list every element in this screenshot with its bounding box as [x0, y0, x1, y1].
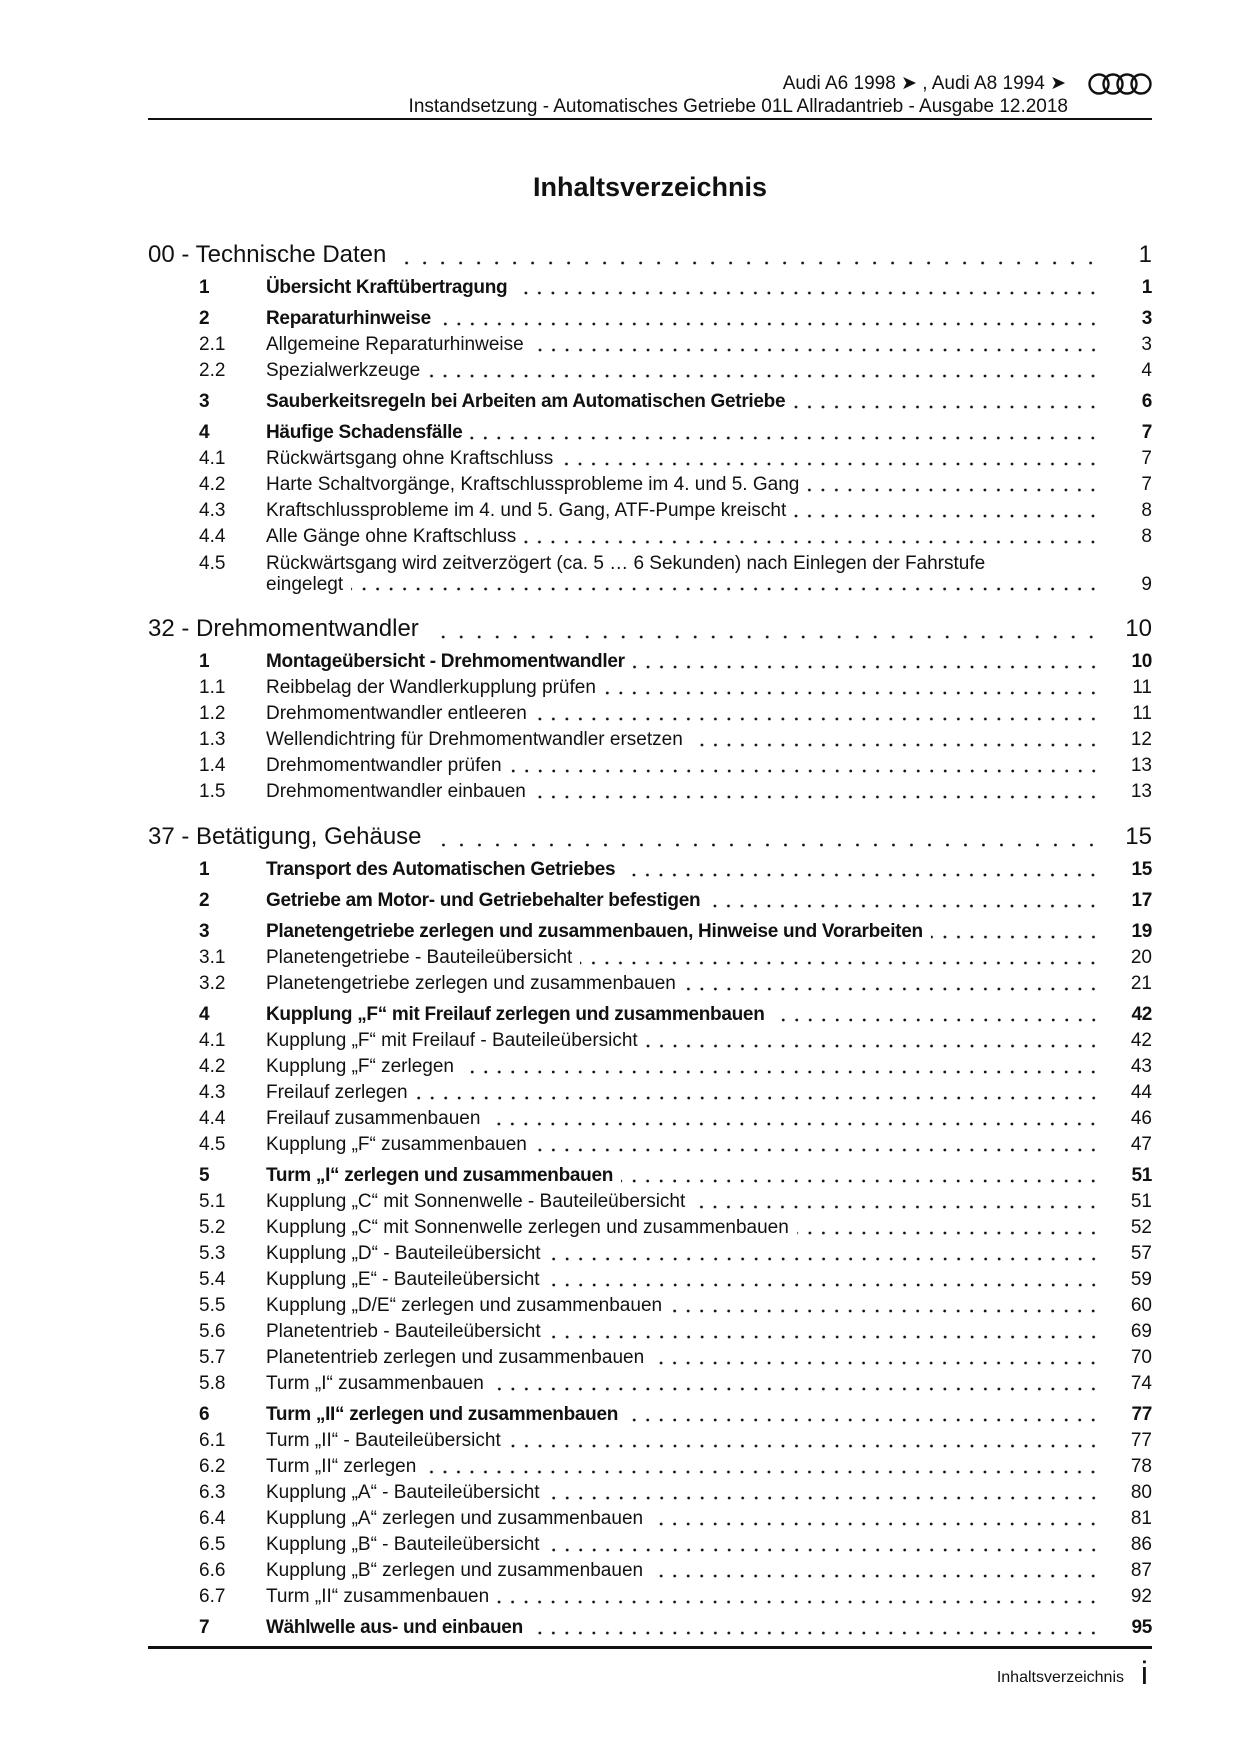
entry-number: 6.5	[199, 1534, 226, 1555]
toc-entry[interactable]	[148, 857, 1152, 883]
entry-title: Turm „II“ zerlegen	[266, 1456, 417, 1477]
dot-leader	[430, 822, 1104, 852]
toc-entry[interactable]	[148, 1267, 1152, 1293]
toc-entry[interactable]	[148, 1584, 1152, 1610]
toc-entry[interactable]	[148, 1189, 1152, 1215]
table-of-contents	[148, 240, 1152, 1641]
toc-entry[interactable]	[148, 446, 1152, 472]
entry-page-number[interactable]: 52	[1130, 1217, 1152, 1238]
entry-page-number[interactable]: 60	[1130, 1295, 1152, 1316]
entry-page-number[interactable]: 7	[1141, 474, 1152, 495]
entry-number: 6.1	[199, 1430, 226, 1451]
entry-page-number[interactable]: 4	[1141, 360, 1152, 381]
entry-page-number[interactable]: 59	[1130, 1269, 1152, 1290]
footer-label: Inhaltsverzeichnis	[996, 1669, 1124, 1686]
entry-title: Kupplung „D/E“ zerlegen und zusammenbauen	[266, 1295, 663, 1316]
entry-title: Kupplung „A“ - Bauteileübersicht	[266, 1482, 540, 1503]
entry-number: 4.2	[199, 474, 226, 495]
dot-leader	[549, 1319, 1104, 1345]
toc-entry[interactable]	[148, 971, 1152, 997]
entry-title-wrap	[266, 553, 1104, 595]
dot-leader	[531, 1615, 1104, 1641]
dot-leader	[651, 1506, 1104, 1532]
entry-page-number[interactable]: 15	[1131, 859, 1152, 880]
entry-page-number[interactable]: 6	[1141, 391, 1152, 412]
dot-leader	[416, 1080, 1104, 1106]
dot-leader	[488, 1106, 1104, 1132]
entry-number: 6.4	[199, 1508, 226, 1529]
entry-page-number[interactable]: 21	[1130, 973, 1152, 994]
page-footer	[148, 1646, 1152, 1691]
dot-leader	[580, 945, 1104, 971]
entry-page-number[interactable]: 42	[1131, 1004, 1152, 1025]
toc-entry[interactable]	[148, 727, 1152, 753]
dot-leader	[524, 524, 1104, 550]
entry-page-number[interactable]: 70	[1130, 1347, 1152, 1368]
toc-chapter[interactable]	[148, 240, 1152, 270]
entry-number: 1.4	[199, 755, 226, 776]
dot-leader	[623, 857, 1104, 883]
dot-leader	[534, 779, 1104, 805]
entry-number: 3	[199, 391, 210, 412]
entry-title: Planetengetriebe zerlegen und zusammenbauen, Hinweise und Vorarbeiten	[266, 921, 923, 942]
entry-title: Planetentrieb zerlegen und zusammenbauen	[266, 1347, 645, 1368]
entry-number: 4.4	[199, 1108, 226, 1129]
dot-leader	[931, 919, 1104, 945]
entry-number: 1.5	[199, 781, 226, 802]
dot-leader	[561, 446, 1104, 472]
toc-entry[interactable]	[148, 1480, 1152, 1506]
dot-leader	[428, 358, 1104, 384]
toc-entry[interactable]	[148, 1163, 1152, 1189]
entry-page-number[interactable]: 15	[1125, 823, 1152, 850]
entry-page-number[interactable]: 95	[1131, 1617, 1152, 1638]
entry-number: 4.3	[199, 1082, 226, 1103]
entry-number: 2	[199, 890, 210, 911]
dot-leader	[793, 389, 1104, 415]
entry-title: Drehmomentwandler prüfen	[266, 755, 502, 776]
entry-number: 2.1	[199, 334, 226, 355]
dot-leader	[510, 753, 1104, 779]
entry-title: Häufige Schadensfälle	[266, 422, 463, 443]
entry-number: 4.4	[199, 526, 226, 547]
entry-number: 2	[199, 308, 210, 329]
entry-page-number[interactable]: 9	[1141, 573, 1152, 595]
toc-entry[interactable]	[148, 358, 1152, 384]
entry-page-number[interactable]: 69	[1130, 1321, 1152, 1342]
footer-page-number: i	[1140, 1655, 1148, 1691]
entry-title: Planetengetriebe zerlegen und zusammenbauen	[266, 973, 676, 994]
entry-page-number[interactable]: 8	[1141, 526, 1152, 547]
page-header	[148, 68, 1152, 120]
entry-title: Kupplung „C“ mit Sonnenwelle - Bauteileübersicht	[266, 1191, 686, 1212]
entry-title: Rückwärtsgang wird zeitverzögert (ca. 5 … 6 Sekunden) nach Einlegen der Fahrstufe	[266, 552, 986, 574]
entry-number: 5.5	[199, 1295, 226, 1316]
entry-page-number[interactable]: 13	[1130, 755, 1152, 776]
toc-entry[interactable]	[148, 753, 1152, 779]
entry-page-number[interactable]: 20	[1130, 947, 1152, 968]
dot-leader	[807, 472, 1104, 498]
entry-number: 1.2	[199, 703, 226, 724]
entry-page-number[interactable]: 92	[1130, 1586, 1152, 1607]
toc-entry[interactable]	[148, 1028, 1152, 1054]
entry-page-number[interactable]: 78	[1130, 1456, 1152, 1477]
entry-number: 4.1	[199, 448, 226, 469]
entry-title: Kupplung „E“ - Bauteileübersicht	[266, 1269, 540, 1290]
entry-page-number[interactable]: 3	[1141, 308, 1152, 329]
dot-leader	[651, 1558, 1104, 1584]
entry-page-number[interactable]: 1	[1138, 241, 1152, 268]
entry-number: 7	[199, 1617, 210, 1638]
dot-leader	[470, 420, 1104, 446]
dot-leader	[427, 614, 1104, 644]
dot-leader	[462, 1054, 1104, 1080]
toc-entry[interactable]	[148, 332, 1152, 358]
entry-number: 5.3	[199, 1243, 226, 1264]
entry-title: Freilauf zerlegen	[266, 1082, 408, 1103]
dot-leader	[439, 306, 1104, 332]
entry-title: Kupplung „D“ - Bauteileübersicht	[266, 1243, 541, 1264]
toc-entry[interactable]	[148, 675, 1152, 701]
toc-entry[interactable]	[148, 649, 1152, 675]
dot-leader	[646, 1028, 1104, 1054]
dot-leader	[532, 332, 1104, 358]
dot-leader	[652, 1345, 1104, 1371]
entry-number: 3.1	[199, 947, 226, 968]
entry-page-number[interactable]: 77	[1130, 1430, 1152, 1451]
header-subtitle: Instandsetzung - Automatisches Getriebe 01L Allradantrieb - Ausgabe 12.2018	[408, 96, 1068, 117]
toc-entry[interactable]	[148, 1532, 1152, 1558]
toc-entry[interactable]	[148, 1371, 1152, 1397]
entry-title: Wählwelle aus- und einbauen	[266, 1617, 523, 1638]
entry-page-number[interactable]: 51	[1130, 1191, 1152, 1212]
entry-page-number[interactable]: 7	[1141, 448, 1152, 469]
toc-entry[interactable]	[148, 1132, 1152, 1158]
entry-number: 5.1	[199, 1191, 226, 1212]
entry-title: Turm „II“ zerlegen und zusammenbauen	[266, 1404, 619, 1425]
entry-title: Planetentrieb - Bauteileübersicht	[266, 1321, 541, 1342]
toc-entry[interactable]	[148, 919, 1152, 945]
dot-leader	[670, 1293, 1104, 1319]
entry-number: 1	[199, 277, 210, 298]
dot-leader	[351, 574, 1104, 595]
toc-chapter[interactable]	[148, 822, 1152, 852]
entry-title: Kupplung „F“ zusammenbauen	[266, 1134, 527, 1155]
dot-leader	[621, 1163, 1104, 1189]
entry-title: 00 - Technische Daten	[148, 241, 387, 268]
entry-title: Reibbelag der Wandlerkupplung prüfen	[266, 677, 596, 698]
dot-leader	[684, 971, 1104, 997]
entry-page-number[interactable]: 10	[1125, 615, 1152, 642]
toc-entry[interactable]	[148, 1345, 1152, 1371]
dot-leader	[549, 1241, 1104, 1267]
entry-number: 5.6	[199, 1321, 226, 1342]
entry-number: 5.2	[199, 1217, 226, 1238]
dot-leader	[691, 727, 1104, 753]
dot-leader	[626, 1402, 1104, 1428]
entry-page-number[interactable]: 51	[1131, 1165, 1152, 1186]
entry-title: Getriebe am Motor- und Getriebehalter befestigen	[266, 890, 701, 911]
entry-number: 5	[199, 1165, 210, 1186]
toc-entry[interactable]	[148, 550, 1152, 597]
entry-number: 4	[199, 422, 210, 443]
entry-number: 3	[199, 921, 210, 942]
entry-title: Sauberkeitsregeln bei Arbeiten am Automatischen Getriebe	[266, 391, 786, 412]
entry-title: Kupplung „A“ zerlegen und zusammenbauen	[266, 1508, 644, 1529]
dot-leader	[515, 275, 1104, 301]
toc-chapter[interactable]	[148, 614, 1152, 644]
entry-title: Drehmomentwandler einbauen	[266, 781, 526, 802]
entry-page-number[interactable]: 8	[1141, 500, 1152, 521]
toc-entry[interactable]	[148, 1319, 1152, 1345]
toc-entry[interactable]	[148, 1615, 1152, 1641]
toc-entry[interactable]	[148, 524, 1152, 550]
entry-page-number[interactable]: 81	[1130, 1508, 1152, 1529]
entry-title: Allgemeine Reparaturhinweise	[266, 334, 524, 355]
toc-entry[interactable]	[148, 275, 1152, 301]
entry-number: 2.2	[199, 360, 226, 381]
entry-page-number[interactable]: 11	[1132, 677, 1152, 698]
entry-number: 5.7	[199, 1347, 226, 1368]
entry-number: 4	[199, 1004, 210, 1025]
entry-title: Reparaturhinweise	[266, 308, 431, 329]
dot-leader	[548, 1480, 1104, 1506]
entry-page-number[interactable]: 43	[1130, 1056, 1152, 1077]
entry-title: Transport des Automatischen Getriebes	[266, 859, 616, 880]
toc-entry[interactable]	[148, 888, 1152, 914]
toc-entry[interactable]	[148, 1080, 1152, 1106]
entry-title: Übersicht Kraftübertragung	[266, 277, 508, 298]
dot-leader	[708, 888, 1104, 914]
entry-number: 5.4	[199, 1269, 226, 1290]
entry-title: Spezialwerkzeuge	[266, 360, 421, 381]
toc-entry[interactable]	[148, 498, 1152, 524]
entry-title: Turm „I“ zusammenbauen	[266, 1373, 484, 1394]
entry-number: 1.1	[199, 677, 226, 698]
entry-page-number[interactable]: 87	[1130, 1560, 1152, 1581]
entry-number: 1	[199, 651, 210, 672]
entry-number: 1	[199, 859, 210, 880]
toc-entry[interactable]	[148, 779, 1152, 805]
entry-page-number[interactable]: 57	[1130, 1243, 1152, 1264]
dot-leader	[548, 1532, 1104, 1558]
toc-entry[interactable]	[148, 420, 1152, 446]
entry-title: Kraftschlussprobleme im 4. und 5. Gang, ATF-Pumpe kreischt	[266, 500, 787, 521]
entry-page-number[interactable]: 77	[1131, 1404, 1152, 1425]
dot-leader	[424, 1454, 1104, 1480]
audi-rings-logo	[1088, 73, 1152, 95]
toc-entry[interactable]	[148, 1506, 1152, 1532]
entry-number: 4.1	[199, 1030, 226, 1051]
entry-number: 5.8	[199, 1373, 226, 1394]
entry-title: 37 - Betätigung, Gehäuse	[148, 823, 422, 850]
entry-page-number[interactable]: 12	[1130, 729, 1152, 750]
toc-entry[interactable]	[148, 1293, 1152, 1319]
entry-number: 6.7	[199, 1586, 226, 1607]
toc-entry[interactable]	[148, 1002, 1152, 1028]
entry-number: 4.2	[199, 1056, 226, 1077]
dot-leader	[693, 1189, 1104, 1215]
entry-title: Turm „II“ zusammenbauen	[266, 1586, 490, 1607]
toc-entry[interactable]	[148, 1106, 1152, 1132]
entry-number: 3.2	[199, 973, 226, 994]
dot-leader	[548, 1267, 1104, 1293]
entry-page-number[interactable]: 10	[1131, 651, 1152, 672]
entry-title: Kupplung „B“ zerlegen und zusammenbauen	[266, 1560, 644, 1581]
entry-title: Turm „I“ zerlegen und zusammenbauen	[266, 1165, 614, 1186]
entry-page-number[interactable]: 7	[1141, 422, 1152, 443]
entry-title: Wellendichtring für Drehmomentwandler ersetzen	[266, 729, 683, 750]
toc-entry[interactable]	[148, 1558, 1152, 1584]
entry-title: Planetengetriebe - Bauteileübersicht	[266, 947, 573, 968]
entry-page-number[interactable]: 47	[1130, 1134, 1152, 1155]
entry-page-number[interactable]: 74	[1130, 1373, 1152, 1394]
dot-leader	[797, 1215, 1104, 1241]
entry-number: 4.5	[199, 552, 226, 574]
entry-number: 4.3	[199, 500, 226, 521]
entry-number: 6.3	[199, 1482, 226, 1503]
entry-page-number[interactable]: 13	[1130, 781, 1152, 802]
entry-title: Kupplung „C“ mit Sonnenwelle zerlegen und zusammenbauen	[266, 1217, 789, 1238]
entry-title: Kupplung „F“ mit Freilauf zerlegen und zusammenbauen	[266, 1004, 765, 1025]
toc-entry[interactable]	[148, 1428, 1152, 1454]
entry-title: Drehmomentwandler entleeren	[266, 703, 527, 724]
entry-number: 6	[199, 1404, 210, 1425]
entry-title: Rückwärtsgang ohne Kraftschluss	[266, 448, 554, 469]
entry-title: Freilauf zusammenbauen	[266, 1108, 481, 1129]
header-models: Audi A6 1998 ➤ , Audi A8 1994 ➤	[782, 73, 1066, 94]
entry-title: 32 - Drehmomentwandler	[148, 615, 419, 642]
entry-title: Alle Gänge ohne Kraftschluss	[266, 526, 517, 547]
toc-entry[interactable]	[148, 1215, 1152, 1241]
entry-page-number[interactable]: 86	[1130, 1534, 1152, 1555]
toc-entry[interactable]	[148, 701, 1152, 727]
toc-entry[interactable]	[148, 1241, 1152, 1267]
toc-entry[interactable]	[148, 1454, 1152, 1480]
entry-title: Kupplung „F“ mit Freilauf - Bauteileübersicht	[266, 1030, 638, 1051]
entry-page-number[interactable]: 19	[1131, 921, 1152, 942]
dot-leader	[604, 675, 1104, 701]
entry-title: Harte Schaltvorgänge, Kraftschlussprobleme im 4. und 5. Gang	[266, 474, 800, 495]
toc-entry[interactable]	[148, 306, 1152, 332]
dot-leader	[794, 498, 1104, 524]
entry-page-number[interactable]: 44	[1130, 1082, 1152, 1103]
entry-number: 1.3	[199, 729, 226, 750]
dot-leader	[509, 1428, 1104, 1454]
entry-title-continued: eingelegt	[266, 573, 344, 595]
dot-leader	[492, 1371, 1104, 1397]
page-title: Inhaltsverzeichnis	[532, 172, 768, 202]
dot-leader	[497, 1584, 1104, 1610]
entry-page-number[interactable]: 80	[1130, 1482, 1152, 1503]
dot-leader	[394, 240, 1104, 270]
entry-page-number[interactable]: 17	[1131, 890, 1152, 911]
entry-title: Montageübersicht - Drehmomentwandler	[266, 651, 625, 672]
entry-title: Kupplung „B“ - Bauteileübersicht	[266, 1534, 540, 1555]
entry-page-number[interactable]: 11	[1132, 703, 1152, 724]
toc-entry[interactable]	[148, 945, 1152, 971]
toc-entry[interactable]	[148, 472, 1152, 498]
entry-page-number[interactable]: 3	[1141, 334, 1152, 355]
dot-leader	[633, 649, 1104, 675]
entry-number: 6.2	[199, 1456, 226, 1477]
dot-leader	[773, 1002, 1105, 1028]
entry-page-number[interactable]: 42	[1130, 1030, 1152, 1051]
entry-number: 6.6	[199, 1560, 226, 1581]
toc-entry[interactable]	[148, 389, 1152, 415]
toc-entry[interactable]	[148, 1402, 1152, 1428]
dot-leader	[535, 701, 1104, 727]
entry-title-line2	[266, 574, 1104, 595]
entry-title: Kupplung „F“ zerlegen	[266, 1056, 454, 1077]
entry-page-number[interactable]: 1	[1141, 277, 1152, 298]
dot-leader	[535, 1132, 1104, 1158]
entry-title: Turm „II“ - Bauteileübersicht	[266, 1430, 501, 1451]
entry-page-number[interactable]: 46	[1130, 1108, 1152, 1129]
toc-entry[interactable]	[148, 1054, 1152, 1080]
entry-number: 4.5	[199, 1134, 226, 1155]
